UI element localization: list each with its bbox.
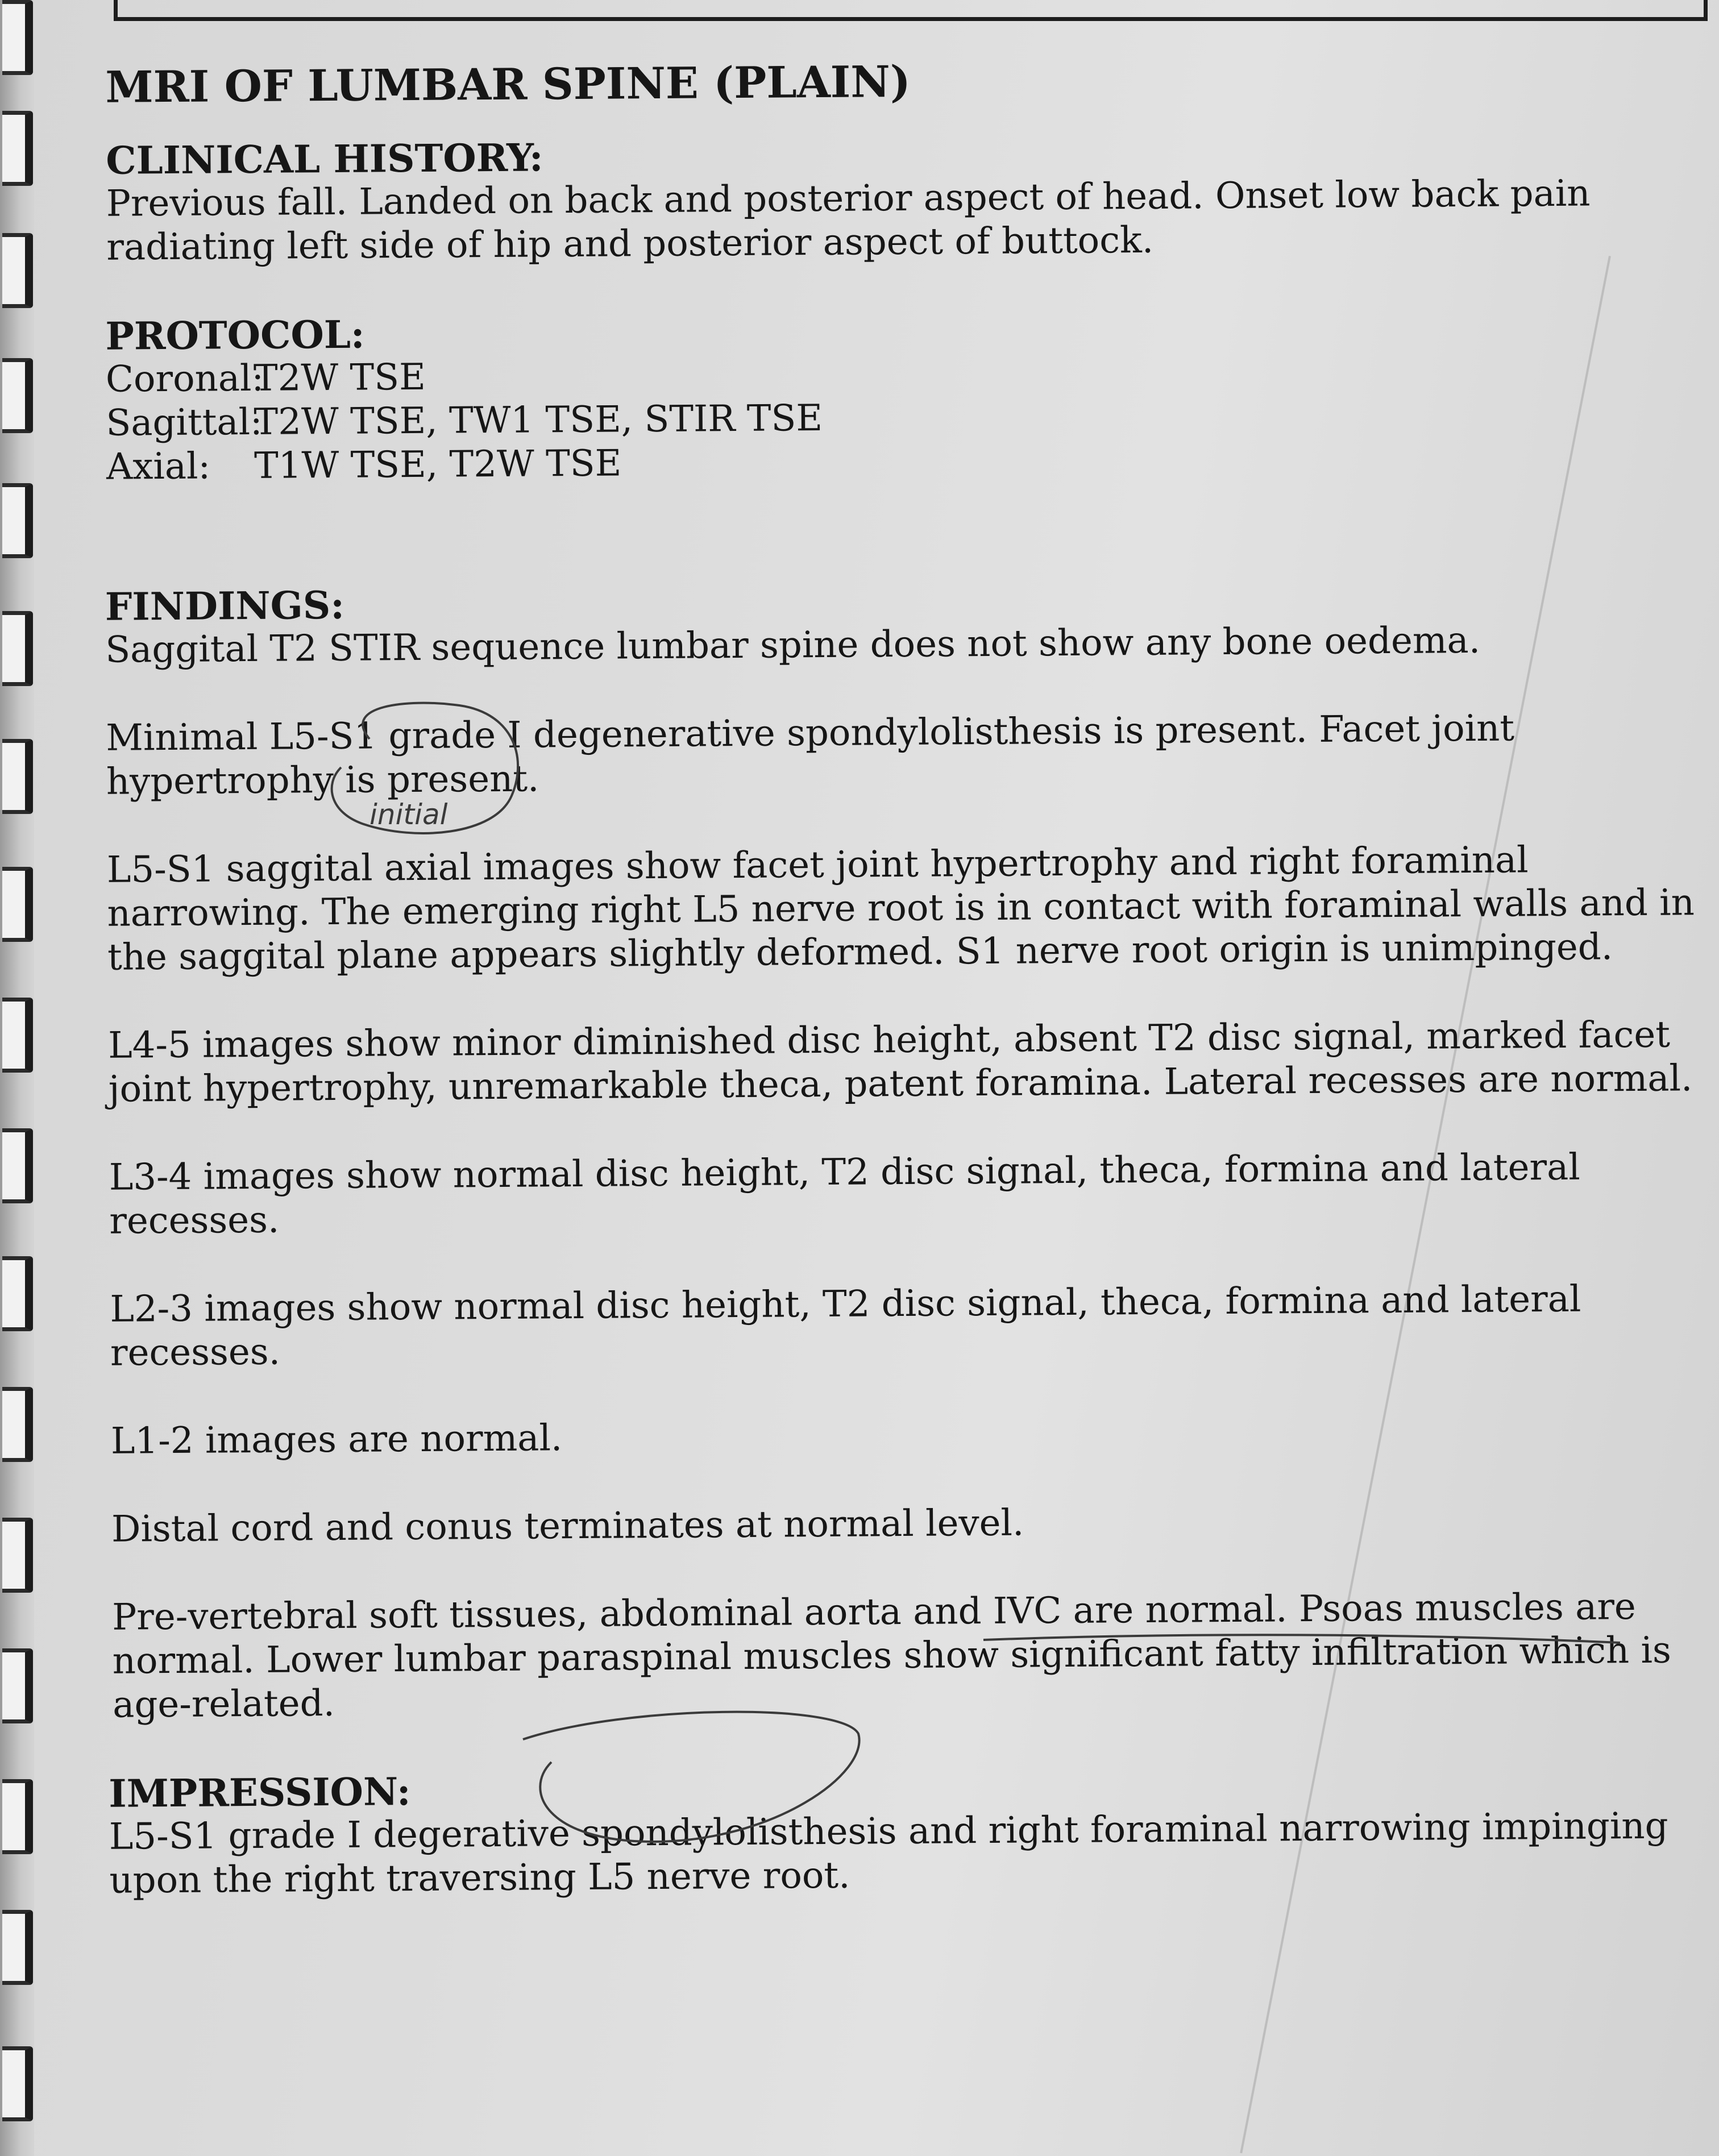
handwritten-note: initial: [369, 798, 448, 831]
findings-paragraph: Pre-vertebral soft tissues, abdominal aorta and IVC are normal. Psoas muscles are normal. Lower lumbar paraspinal muscles show significant fatty infiltration which is age-related.: [111, 1586, 1672, 1726]
findings-paragraph: Distal cord and conus terminates at normal level.: [111, 1502, 1024, 1551]
report-title: MRI OF LUMBAR SPINE (PLAIN): [105, 56, 911, 113]
findings-paragraph: L2-3 images show normal disc height, T2 disc signal, theca, formina and lateral recesses.: [110, 1278, 1581, 1374]
impression-text: L5-S1 grade I degerative spondylolisthesis and right foraminal narrowing impinging upon the right traversing L5 nerve root.: [109, 1805, 1668, 1902]
pencil-underline-fatty-infiltration: [983, 1635, 1620, 1643]
clinical-history-text: Previous fall. Landed on back and posterior aspect of head. Onset low back pain radiating left side of hip and posterior aspect of buttock.: [106, 172, 1591, 269]
protocol-label: Sagittal:: [106, 401, 263, 445]
protocol-value: T2W TSE: [253, 356, 426, 400]
findings-paragraph: L5-S1 saggital axial images show facet joint hypertrophy and right foraminal narrowing. The emerging right L5 nerve root is in contact with foraminal walls and in the saggital plane appears slightly deformed. S1 nerve root origin is unimpinged.: [106, 839, 1695, 979]
protocol-label: Coronal:: [105, 357, 264, 401]
findings-heading: FINDINGS:: [105, 582, 345, 629]
protocol-value: T2W TSE, TW1 TSE, STIR TSE: [254, 397, 823, 443]
findings-paragraph: L3-4 images show normal disc height, T2 disc signal, theca, formina and lateral recesses.: [109, 1146, 1580, 1243]
impression-heading: IMPRESSION:: [109, 1769, 411, 1816]
findings-paragraph: Saggital T2 STIR sequence lumbar spine does not show any bone oedema.: [105, 619, 1481, 671]
protocol-label: Axial:: [106, 445, 211, 488]
findings-paragraph: L4-5 images show minor diminished disc height, absent T2 disc signal, marked facet joint hypertrophy, unremarkable theca, patent foramina. Lateral recesses are normal.: [107, 1013, 1693, 1111]
findings-paragraph: Minimal L5-S1 grade I degenerative spondylolisthesis is present. Facet joint hypertrophy is present.: [106, 707, 1515, 803]
clinical-history-heading: CLINICAL HISTORY:: [106, 135, 543, 183]
protocol-heading: PROTOCOL:: [105, 311, 365, 359]
pencil-circle-spondylolisthesis: [523, 1712, 860, 1842]
protocol-value: T1W TSE, T2W TSE: [254, 442, 622, 487]
findings-paragraph: L1-2 images are normal.: [110, 1417, 563, 1463]
